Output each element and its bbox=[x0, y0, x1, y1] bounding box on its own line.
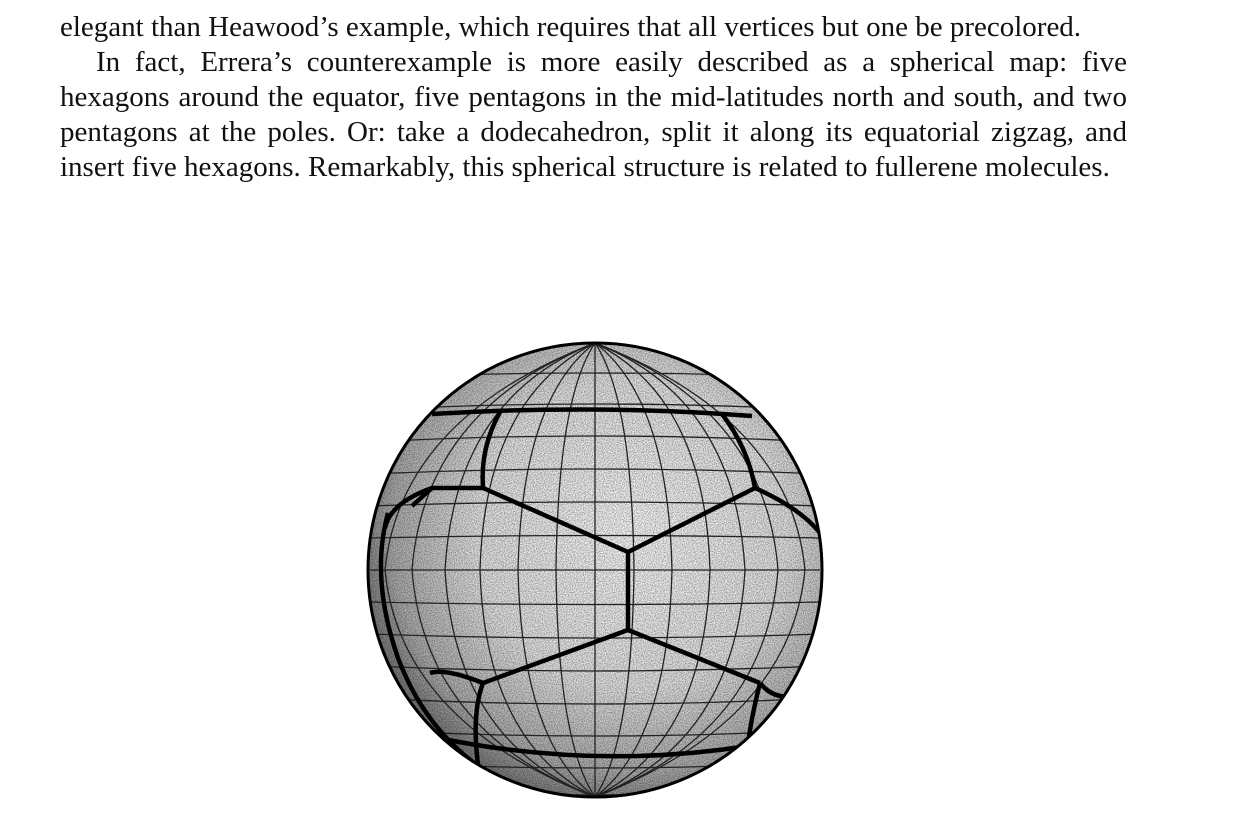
body-text bbox=[60, 10, 1127, 185]
paragraph-continuation: elegant than Heawood’s example, which requires that all vertices but one be precolored. bbox=[60, 11, 1082, 43]
sphere-map-drawing bbox=[350, 338, 840, 808]
sphere-figure bbox=[350, 338, 840, 808]
paragraph-errera: In fact, Errera’s counterexample is more easily described as a spherical map: five hexagons around the equator, five pentagons in the mid-latitudes north and south, and two pentagons at the poles. Or: take a dodecahedron, split it along its equatorial zigzag, and insert five hexagons. Remarkably, this spherical structure is related to fullerene molecules. bbox=[60, 46, 1127, 183]
